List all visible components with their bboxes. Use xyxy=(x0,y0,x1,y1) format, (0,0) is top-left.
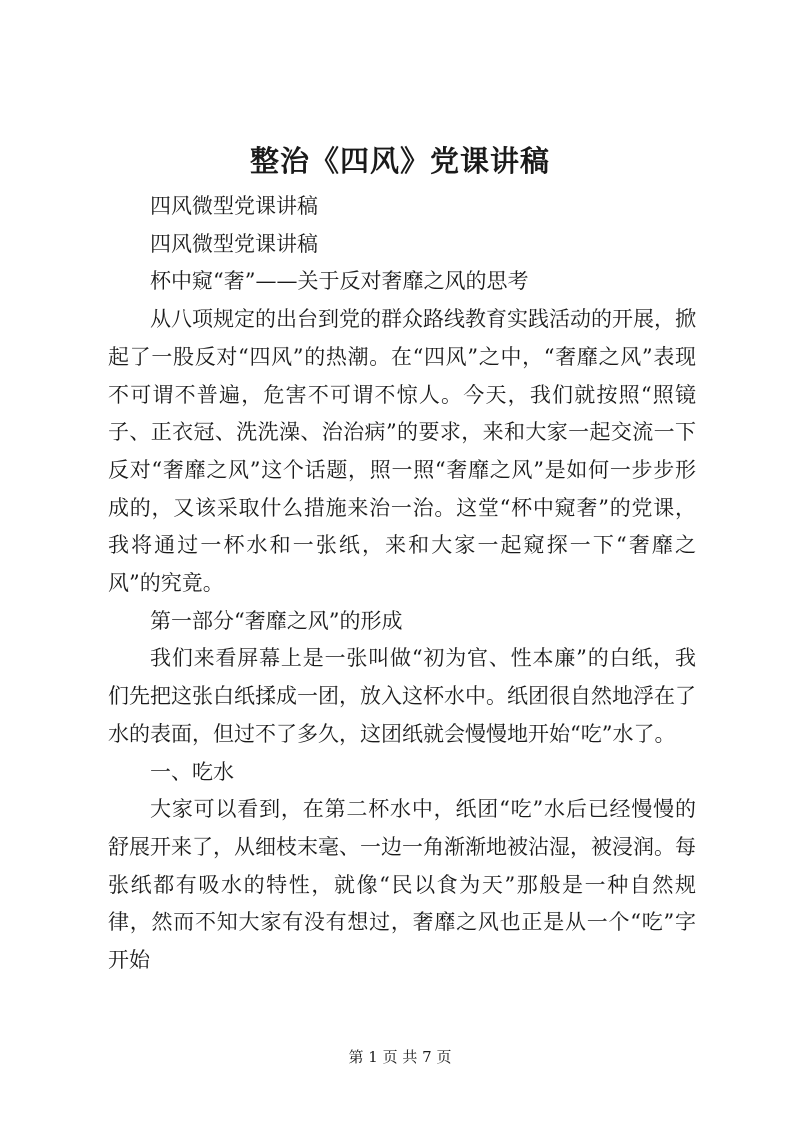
paragraph-experiment: 我们来看屏幕上是一张叫做“初为官、性本廉”的白纸，我们先把这张白纸揉成一团，放入这杯水中。纸团很自然地浮在了水的表面，但过不了多久，这团纸就会慢慢地开始“吃”水了。 xyxy=(108,646,696,746)
document-title: 整治《四风》党课讲稿 xyxy=(249,144,550,178)
paragraph-absorb: 大家可以看到，在第二杯水中，纸团“吃”水后已经慢慢的舒展开来了，从细枝末毫、一边一角渐渐地被沾湿，被浸润。每张纸都有吸水的特性，就像“民以食为天”那般是一种自然规律，然而不知大家有没有想过，奢靡之风也正是从一个“吃”字开始 xyxy=(108,797,696,973)
subtitle-line-3: 杯中窥“奢”——关于反对奢靡之风的思考 xyxy=(150,269,529,294)
section-heading: 第一部分“奢靡之风”的形成 xyxy=(150,608,403,633)
paragraph-intro: 从八项规定的出台到党的群众路线教育实践活动的开展，掀起了一股反对“四风”的热潮。在“四风”之中，“奢靡之风”表现不可谓不普遍，危害不可谓不惊人。今天，我们就按照“照镜子、正衣冠、洗洗澡、治治病”的要求，来和大家一起交流一下反对“奢靡之风”这个话题，照一照“奢靡之风”是如何一步步形成的，又该采取什么措施来治一治。这堂“杯中窥奢”的党课，我将通过一杯水和一张纸，来和大家一起窥探一下“奢靡之风”的究竟。 xyxy=(108,307,696,596)
document-body xyxy=(108,188,696,980)
subtitle-line-1: 四风微型党课讲稿 xyxy=(150,194,318,218)
page-footer: 第 1 页 共 7 页 xyxy=(348,1048,452,1066)
subtitle-line-2: 四风微型党课讲稿 xyxy=(150,231,318,256)
subsection-heading: 一、吃水 xyxy=(150,759,234,784)
